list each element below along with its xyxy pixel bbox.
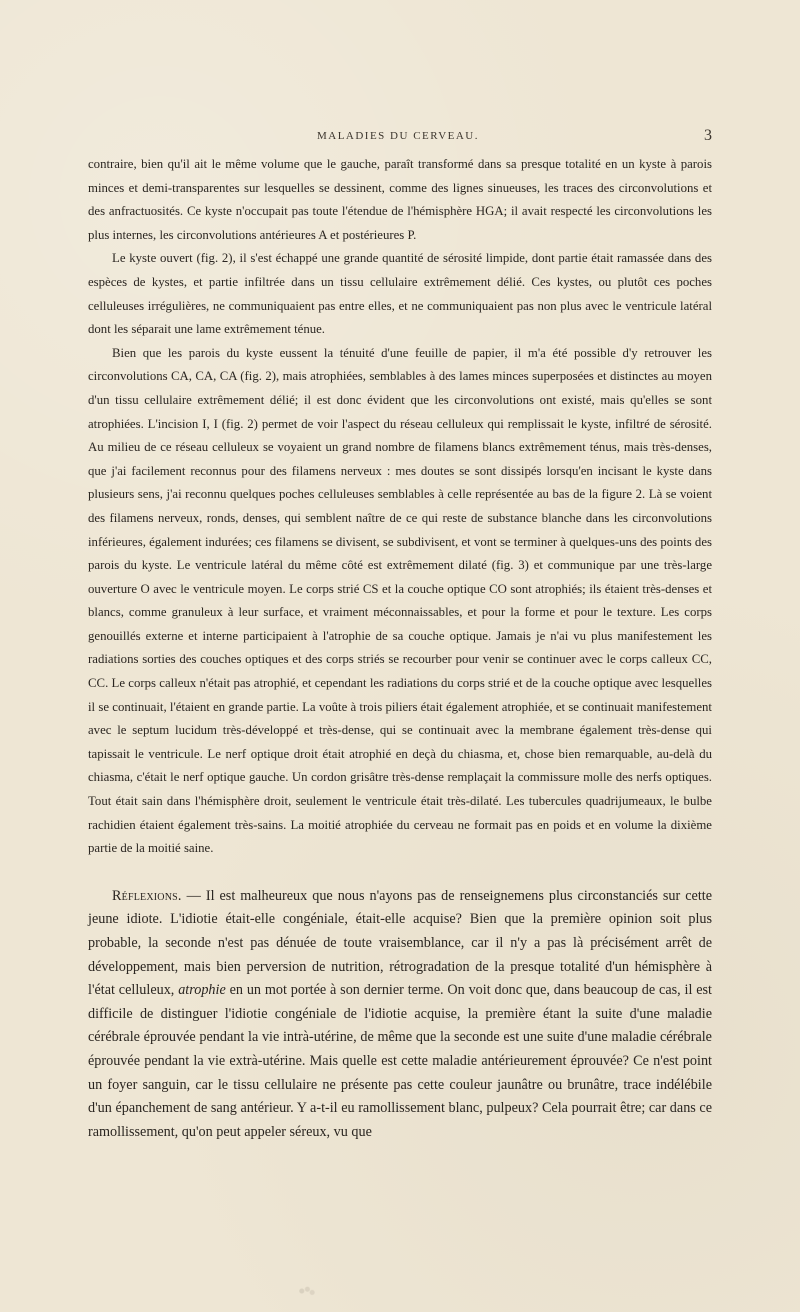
paragraph-2: Le kyste ouvert (fig. 2), il s'est échappé une grande quantité de sérosité limpide, dont partie était ramassée dans des espèces de kystes, et partie infiltrée dans un tissu cellulaire extrêmement délié. Ces kystes, ou plutôt ces poches celluleuses irrégulières, ne communiquaient pas entre elles, et ne communiquaient pas non plus avec le ventricule latéral dont les séparait une lame extrêmement ténue. — [88, 251, 712, 337]
page-number: 3 — [704, 127, 712, 144]
paper-stain-mark — [292, 1282, 320, 1300]
reflexions-paragraph — [88, 885, 712, 1145]
reflexions-emphasis: atrophie — [178, 982, 226, 999]
reflexions-label: Réflexions. — [112, 887, 182, 904]
paragraph-1: contraire, bien qu'il ait le même volume que le gauche, paraît transformé dans sa presque totalité en un kyste à parois minces et demi-transparentes sur lesquelles se dessinent, comme des lignes sinueuses, les traces des circonvolutions et des anfractuosités. Ce kyste n'occupait pas toute l'étendue de l'hémisphère HGA; il avait respecté les circonvolutions les plus internes, les circonvolutions antérieures A et postérieures P. — [88, 157, 712, 242]
page-header — [88, 129, 712, 151]
body-text — [88, 153, 712, 1159]
paragraph-3: Bien que les parois du kyste eussent la ténuité d'une feuille de papier, il m'a été possible d'y retrouver les circonvolutions CA, CA, CA (fig. 2), mais atrophiées, semblables à des lames minces superposées et distinctes au moyen d'un tissu cellulaire extrêmement délié; il est donc évident que les circonvolutions ont existé, mais qu'elles se sont atrophiées. L'incision I, I (fig. 2) permet de voir l'aspect du réseau celluleux qui remplissait le kyste, infiltré de sérosité. Au milieu de ce réseau celluleux se voyaient un grand nombre de filamens blancs extrêmement ténus, mais très-denses, que j'ai facilement reconnus pour des filamens nerveux : mes doutes se sont dissipés lorsqu'en incisant le kyste dans plusieurs sens, j'ai reconnu quelques poches celluleuses semblables à celle représentée au bas de la figure 2. Là se voient des filamens nerveux, ronds, denses, qui semblent naître de ce qui reste de substance blanche dans les circonvolutions inférieures, également indurées; ces filamens se divisent, se subdivisent, et vont se terminer à quelques-uns des points des parois du kyste. Le ventricule latéral du même côté est extrêmement dilaté (fig. 3) et communique par une très-large ouverture O avec le ventricule moyen. Le corps strié CS et la couche optique CO sont atrophiés; ils étaient très-denses et blancs, comme granuleux à leur surface, et vraiment méconnaissables, et pour la forme et pour le texture. Les corps genouillés externe et interne participaient à l'atrophie de sa couche optique. Jamais je n'ai vu plus manifestement les radiations sorties des couches optiques et des corps striés se recourber pour venir se continuer avec le corps calleux CC, CC. Le corps calleux n'était pas atrophié, et cependant les radiations du corps strié et de la couche optique avec lesquelles il se continuait, l'étaient en grande partie. La voûte à trois piliers était également atrophiée, et se continuait manifestement avec le septum lucidum très-développé et très-dense, qui se continuait avec la membrane également très-dense qui tapissait le ventricule. Le nerf optique droit était atrophié en deçà du chiasma, et, chose bien remarquable, au-delà du chiasma, c'était le nerf optique gauche. Un cordon grisâtre très-dense remplaçait la commissure molle des nerfs optiques. Tout était sain dans l'hémisphère droit, seulement le ventricule était très-dilaté. Les tubercules quadrijumeaux, le bulbe rachidien étaient également très-sains. La moitié atrophiée du cerveau ne formait pas en poids et en volume la dixième partie de la moitié saine. — [88, 345, 712, 856]
reflexions-text-2: en un mot portée à son dernier terme. On voit donc que, dans beaucoup de cas, il est difficile de distinguer l'idiotie congéniale de l'idiotie acquise, la première étant la suite d'une maladie cérébrale éprouvée pendant la vie intrà-utérine, de même que la seconde est une suite d'une maladie cérébrale éprouvée pendant la vie extrà-utérine. Mais quelle est cette maladie antérieurement éprouvée? Ce n'est point un foyer sanguin, car le tissu cellulaire ne présente pas cette couleur jaunâtre ou brunâtre, trace indélébile d'un épanchement de sang antérieur. Y a-t-il eu ramollissement blanc, pulpeux? Cela pourrait être; car dans ce ramollissement, qu'on peut appeler séreux, vu que — [88, 982, 712, 1140]
running-head: MALADIES DU CERVEAU. — [316, 130, 480, 142]
reflexions-text-1: — Il est malheureux que nous n'ayons pas de renseignemens plus circonstanciés sur cette jeune idiote. L'idiotie était-elle congéniale, était-elle acquise? Bien que la première opinion soit plus probable, la seconde n'est pas dénuée de toute vraisemblance, car il n'y a pas là précisément arrêt de développement, mais bien perversion de nutrition, rétrogradation de la presque totalité d'un hémisphère à l'état celluleux, — [88, 887, 712, 999]
